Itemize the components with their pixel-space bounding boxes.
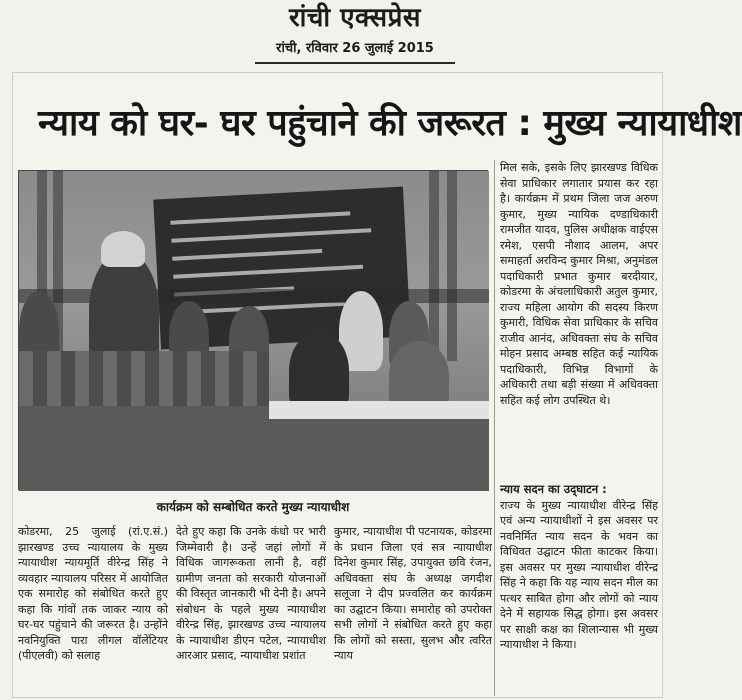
masthead [255, 0, 455, 64]
column-divider [494, 160, 495, 696]
article-paragraph: देते हुए कहा कि उनके कंधो पर भारी जिम्मेवारी है। उन्हें जहां लोगों में विधिक जागरूकता लानी है, वहीं ग्रामीण जनता को सरकारी योजनाओं की विस्तृत जानकारी भी देनी है। अपने संबोधन के पहले मुख्य न्यायाधीश वीरेन्द्र सिंह, झारखण्ड उच्च न्यायालय के न्यायाधीश डीएन पटेल, न्यायाधीश आरआर प्रसाद, न्यायाधीश प्रशांत [176, 525, 326, 662]
article-column [334, 524, 492, 696]
seated-judge [289, 331, 349, 411]
event-photo [18, 170, 488, 490]
article-column [500, 160, 658, 480]
photo-caption: कार्यक्रम को सम्बोधित करते मुख्य न्यायाधीश [156, 500, 350, 514]
speaker-turban [101, 231, 145, 267]
headline: न्याय को घर- घर पहुंचाने की जरूरत : मुख्य न्यायाधीश [38, 103, 742, 144]
article-column [176, 524, 326, 696]
article-column [18, 524, 168, 696]
article-paragraph: कोडरमा, 25 जुलाई (रां.ए.सं.) झारखण्ड उच्च न्यायालय के मुख्य न्यायाधीश न्यायमूर्ति वीरेन्द्र सिंह ने व्यवहार न्यायालय परिसर में आयोजित एक समारोह को संबोधित करते हुए कहा कि गांवों तक जाकर न्याय को घर-घर पहुंचाने की जरूरत है। उन्होंने नवनियुक्ति पारा लीगल वॉलेंटियर (पीएलवी) को सलाह [18, 525, 168, 662]
article-paragraph: मिल सके, इसके लिए झारखण्ड विधिक सेवा प्राधिकार लगातार प्रयास कर रहा है। कार्यक्रम में प्रथम जिला जज अरुण कुमार, मुख्य न्यायिक दण्डाधिकारी रामजीत यादव, पुलिस अधीक्षक वाईएस रमेश, एसपी नौशाद आलम, अपर समाहर्ता अरविन्द कुमार मिश्रा, अनुमंडल पदाधिकारी प्रभात कुमार बरदीयार, कोडरमा के अंचलाधिकारी अतुल कुमार, राज्य महिला आयोग की सदस्य किरण कुमारी, विधिक सेवा प्राधिकार के सचिव राजीव आनंद, अधिवक्ता संघ के सचिव मोहन प्रसाद अम्बष्ठ सहित कई न्यायिक पदाधिकारी, विभिन्न विभागों के अधिकारी तथा बड़ी संख्या में अधिवक्ता सहित कई लोग उपस्थित थे। [500, 161, 658, 407]
section-subhead: न्याय सदन का उद्‌घाटन : [500, 482, 607, 496]
curtain-decoration [429, 171, 439, 361]
table-cloth [269, 401, 489, 419]
article-column [500, 482, 658, 696]
newspaper-name: रांची एक्सप्रेस [288, 3, 421, 33]
curtain-decoration [447, 171, 457, 361]
article-paragraph: कुमार, न्यायाधीश पी पटनायक, कोडरमा के प्रधान जिला एवं सत्र न्यायाधीश दिनेश कुमार सिंह, उपायुक्त छवि रंजन, अधिवक्ता संघ के अध्यक्ष जगदीश सलूजा ने दीप प्रज्वलित कर कार्यक्रम का उद्घाटन किया। समारोह को उपरोक्त सभी लोगों ने संबोधित करते हुए कहा कि लोगों को सस्ता, सुलभ और त्वरित न्याय [334, 525, 492, 662]
dateline: रांची, रविवार 26 जुलाई 2015 [276, 41, 434, 56]
article-paragraph: राज्य के मुख्य न्यायाधीश वीरेन्द्र सिंह एवं अन्य न्यायाधीशों ने इस अवसर पर नवनिर्मित न्याय सदन के भवन का विधिवत उद्घाटन फीता काटकर किया। इस अवसर पर मुख्य न्यायाधीश वीरेन्द्र सिंह ने कहा कि यह न्याय सदन मील का पत्थर साबित होगा और लोगों को न्याय देने में सहायक सिद्ध होगा। इस अवसर पर साक्षी कक्ष का शिलान्यास भी मुख्य न्यायाधीश ने किया। [500, 498, 658, 651]
